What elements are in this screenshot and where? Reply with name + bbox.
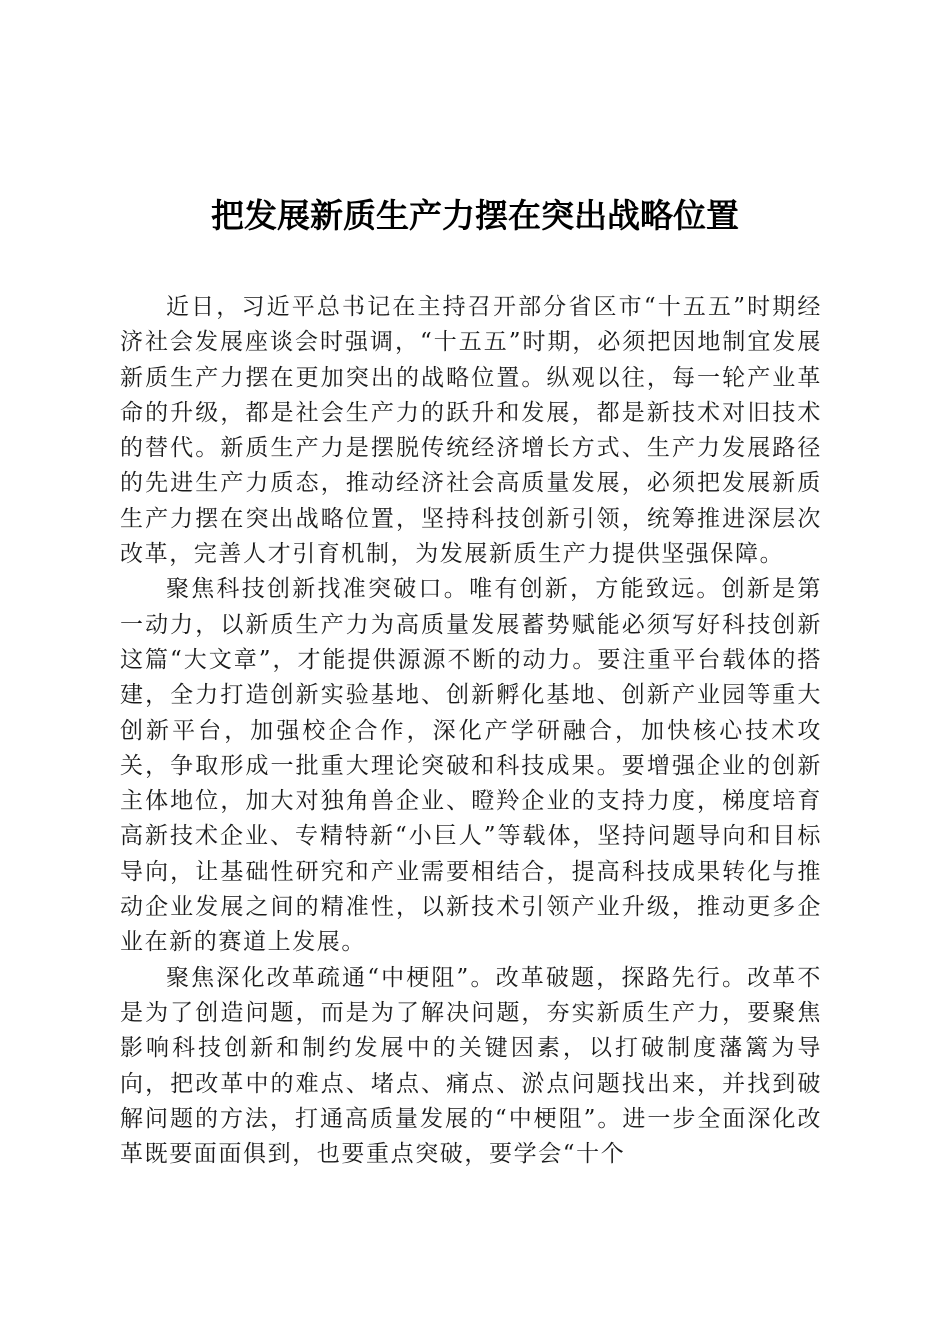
paragraph: 聚焦深化改革疏通“中梗阻”。改革破题，探路先行。改革不是为了创造问题，而是为了解决问题，夯实新质生产力，要聚焦影响科技创新和制约发展中的关键因素，以打破制度藩篱为导向，把改革中的难点、堵点、痛点、淤点问题找出来，并找到破解问题的方法，打通高质量发展的“中梗阻”。进一步全面深化改革既要面面俱到，也要重点突破，要学会“十个 [120,964,822,1168]
paragraph: 聚焦科技创新找准突破口。唯有创新，方能致远。创新是第一动力，以新质生产力为高质量发展蓄势赋能必须写好科技创新这篇“大文章”，才能提供源源不断的动力。要注重平台载体的搭建，全力打造创新实验基地、创新孵化基地、创新产业园等重大创新平台，加强校企合作，深化产学研融合，加快核心技术攻关，争取形成一批重大理论突破和科技成果。要增强企业的创新主体地位，加大对独角兽企业、瞪羚企业的支持力度，梯度培育高新技术企业、专精特新“小巨人”等载体，坚持问题导向和目标导向，让基础性研究和产业需要相结合，提高科技成果转化与推动企业发展之间的精准性，以新技术引领产业升级，推动更多企业在新的赛道上发展。 [120,576,822,956]
document-title: 把发展新质生产力摆在突出战略位置 [211,196,739,236]
document-body [120,290,822,1172]
paragraph: 近日，习近平总书记在主持召开部分省区市“十五五”时期经济社会发展座谈会时强调，“十五五”时期，必须把因地制宜发展新质生产力摆在更加突出的战略位置。纵观以往，每一轮产业革命的升级，都是社会生产力的跃升和发展，都是新技术对旧技术的替代。新质生产力是摆脱传统经济增长方式、生产力发展路径的先进生产力质态，推动经济社会高质量发展，必须把发展新质生产力摆在突出战略位置，坚持科技创新引领，统筹推进深层次改革，完善人才引育机制，为发展新质生产力提供坚强保障。 [120,294,822,568]
